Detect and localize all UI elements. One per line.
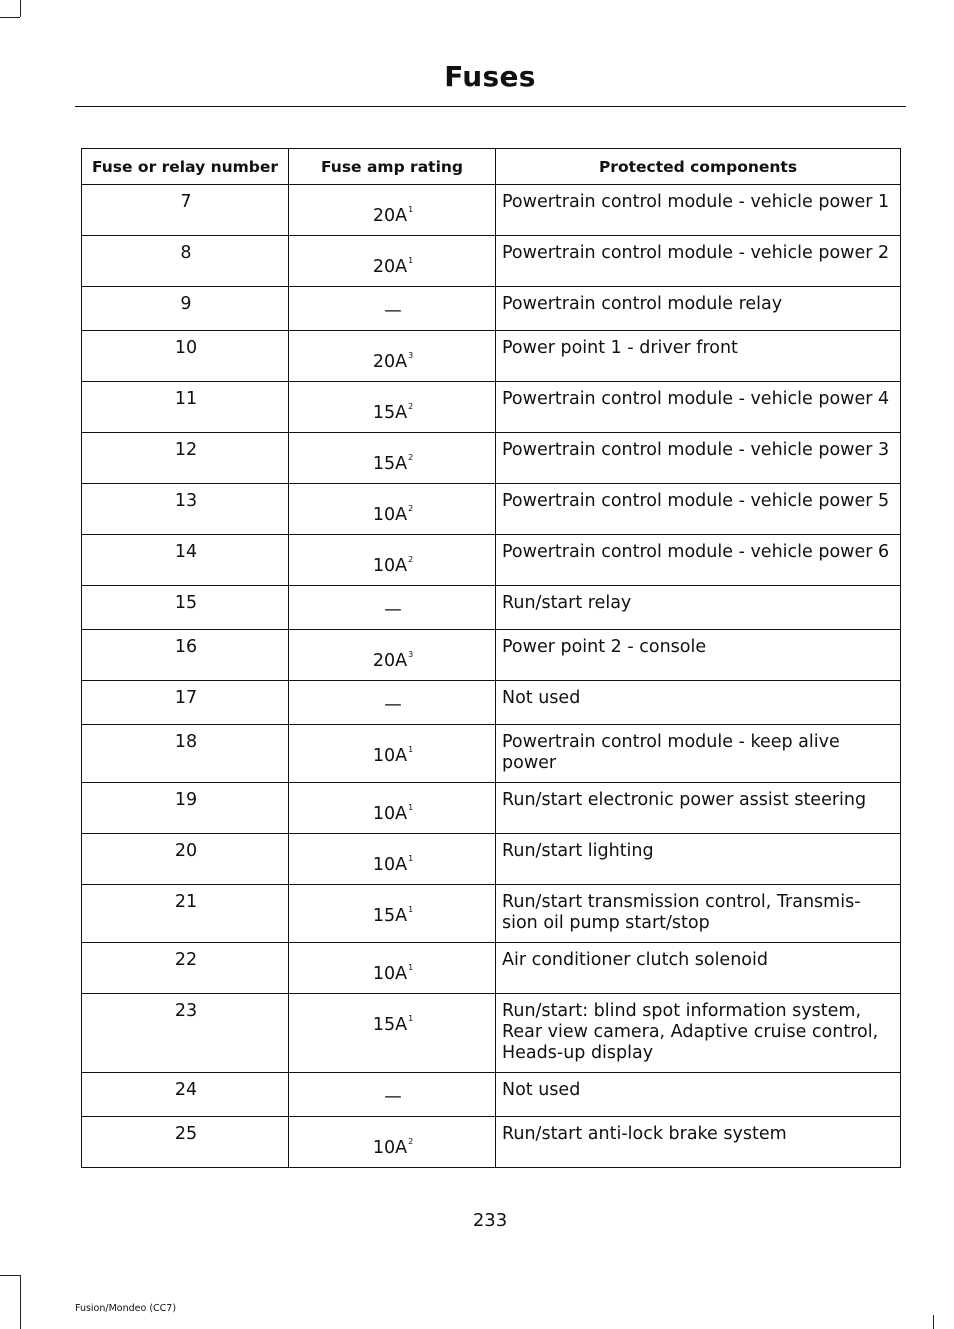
amp-rating-value [373, 1008, 413, 1036]
amp-rating: 10A [372, 746, 408, 766]
amp-rating-value [373, 250, 413, 278]
protected-component: Powertrain control module - vehicle power 4 [496, 382, 901, 433]
table-row [82, 484, 901, 535]
protected-component: Powertrain control module - vehicle power 3 [496, 433, 901, 484]
table-row [82, 630, 901, 681]
fuse-table [81, 148, 901, 1168]
table-row [82, 236, 901, 287]
table-row [82, 943, 901, 994]
fuse-number: 20 [82, 834, 289, 885]
amp-rating-value [373, 396, 413, 424]
footnote-marker: 1 [408, 745, 414, 754]
amp-rating-cell [289, 885, 496, 943]
protected-component: Not used [496, 1073, 901, 1117]
fuse-number: 12 [82, 433, 289, 484]
amp-rating-value [373, 199, 413, 227]
amp-rating: 10A [372, 964, 408, 984]
table-row [82, 287, 901, 331]
fuse-number: 14 [82, 535, 289, 586]
table-row [82, 586, 901, 630]
table-row [82, 783, 901, 834]
page-number: 233 [472, 1210, 508, 1231]
footnote-marker: 2 [408, 453, 414, 462]
footnote-marker: 1 [408, 803, 414, 812]
fuse-number: 10 [82, 331, 289, 382]
crop-mark [20, 0, 21, 17]
protected-component: Powertrain control module relay [496, 287, 901, 331]
amp-rating-value [384, 695, 402, 716]
footnote-marker: 3 [408, 650, 414, 659]
protected-component: Powertrain control module - keep alive power [496, 725, 901, 783]
amp-rating: 20A [372, 651, 408, 671]
amp-rating-cell [289, 287, 496, 331]
footnote-marker: 1 [408, 963, 414, 972]
amp-rating-cell [289, 783, 496, 834]
fuse-table-body [82, 185, 901, 1168]
protected-component: Powertrain control module - vehicle power 2 [496, 236, 901, 287]
protected-component: Power point 2 - console [496, 630, 901, 681]
amp-rating-value [373, 498, 413, 526]
amp-rating: 10A [372, 804, 408, 824]
table-row [82, 382, 901, 433]
table-row [82, 834, 901, 885]
amp-rating-cell [289, 433, 496, 484]
amp-rating: 15A [372, 1015, 408, 1035]
amp-rating-value [373, 1131, 413, 1159]
table-row [82, 994, 901, 1073]
fuse-number: 22 [82, 943, 289, 994]
amp-rating-value [384, 301, 402, 322]
fuse-number: 18 [82, 725, 289, 783]
amp-rating-value [373, 957, 413, 985]
footer-model-label: Fusion/Mondeo (CC7) [75, 1303, 177, 1314]
amp-rating: — [384, 600, 402, 620]
amp-rating: — [384, 301, 402, 321]
crop-mark [933, 1315, 934, 1329]
amp-rating-cell [289, 1073, 496, 1117]
amp-rating-cell [289, 630, 496, 681]
fuse-number: 17 [82, 681, 289, 725]
amp-rating: 20A [372, 206, 408, 226]
amp-rating-cell [289, 185, 496, 236]
amp-rating-value [373, 797, 413, 825]
column-header-protected-components: Protected components [496, 149, 901, 185]
table-row [82, 681, 901, 725]
protected-component: Run/start anti-lock brake system [496, 1117, 901, 1168]
footnote-marker: 3 [408, 351, 414, 360]
amp-rating-value [373, 848, 413, 876]
footnote-marker: 2 [408, 504, 414, 513]
amp-rating-cell [289, 1117, 496, 1168]
footnote-marker: 1 [408, 256, 414, 265]
amp-rating: 10A [372, 556, 408, 576]
column-header-fuse-number: Fuse or relay number [82, 149, 289, 185]
fuse-number: 19 [82, 783, 289, 834]
protected-component: Powertrain control module - vehicle power 1 [496, 185, 901, 236]
amp-rating-value [384, 600, 402, 621]
fuse-number: 16 [82, 630, 289, 681]
footnote-marker: 1 [408, 905, 414, 914]
table-row [82, 725, 901, 783]
amp-rating: — [384, 1087, 402, 1107]
fuse-number: 23 [82, 994, 289, 1073]
amp-rating-value [373, 549, 413, 577]
footnote-marker: 1 [408, 205, 414, 214]
amp-rating: 10A [372, 505, 408, 525]
amp-rating: 10A [372, 855, 408, 875]
amp-rating: 10A [372, 1138, 408, 1158]
table-row [82, 331, 901, 382]
amp-rating-cell [289, 834, 496, 885]
footnote-marker: 1 [408, 1014, 414, 1023]
amp-rating: 20A [372, 257, 408, 277]
table-header-row [82, 149, 901, 185]
table-row [82, 1117, 901, 1168]
column-header-amp-rating: Fuse amp rating [289, 149, 496, 185]
amp-rating: 15A [372, 906, 408, 926]
protected-component: Power point 1 - driver front [496, 331, 901, 382]
protected-component: Run/start transmission control, Transmis-sion oil pump start/stop [496, 885, 901, 943]
fuse-number: 11 [82, 382, 289, 433]
protected-component: Not used [496, 681, 901, 725]
protected-component: Run/start relay [496, 586, 901, 630]
fuse-number: 7 [82, 185, 289, 236]
amp-rating-cell [289, 236, 496, 287]
protected-component: Run/start: blind spot information system, Rear view camera, Adaptive cruise control, Heads-up display [496, 994, 901, 1073]
amp-rating-cell [289, 681, 496, 725]
amp-rating-cell [289, 943, 496, 994]
amp-rating-cell [289, 725, 496, 783]
amp-rating-cell [289, 994, 496, 1073]
amp-rating-value [384, 1087, 402, 1108]
table-row [82, 535, 901, 586]
amp-rating-cell [289, 484, 496, 535]
amp-rating-cell [289, 535, 496, 586]
amp-rating: 15A [372, 403, 408, 423]
footnote-marker: 2 [408, 1137, 414, 1146]
amp-rating-value [373, 345, 413, 373]
table-row [82, 885, 901, 943]
footnote-marker: 2 [408, 402, 414, 411]
fuse-number: 8 [82, 236, 289, 287]
table-row [82, 433, 901, 484]
footnote-marker: 1 [408, 854, 414, 863]
fuse-number: 9 [82, 287, 289, 331]
fuse-number: 24 [82, 1073, 289, 1117]
protected-component: Powertrain control module - vehicle power 6 [496, 535, 901, 586]
fuse-number: 15 [82, 586, 289, 630]
footnote-marker: 2 [408, 555, 414, 564]
title-divider [75, 106, 906, 107]
protected-component: Run/start lighting [496, 834, 901, 885]
protected-component: Run/start electronic power assist steering [496, 783, 901, 834]
protected-component: Air conditioner clutch solenoid [496, 943, 901, 994]
amp-rating: 20A [372, 352, 408, 372]
amp-rating-cell [289, 331, 496, 382]
amp-rating-value [373, 899, 413, 927]
crop-mark [0, 1275, 20, 1276]
amp-rating: — [384, 695, 402, 715]
amp-rating-value [373, 644, 413, 672]
fuse-number: 13 [82, 484, 289, 535]
page-title: Fuses [444, 60, 536, 93]
amp-rating-value [373, 739, 413, 767]
crop-mark [0, 17, 20, 18]
protected-component: Powertrain control module - vehicle power 5 [496, 484, 901, 535]
amp-rating-cell [289, 382, 496, 433]
crop-mark [20, 1275, 21, 1329]
amp-rating: 15A [372, 454, 408, 474]
table-row [82, 1073, 901, 1117]
fuse-number: 21 [82, 885, 289, 943]
amp-rating-cell [289, 586, 496, 630]
table-row [82, 185, 901, 236]
amp-rating-value [373, 447, 413, 475]
fuse-number: 25 [82, 1117, 289, 1168]
